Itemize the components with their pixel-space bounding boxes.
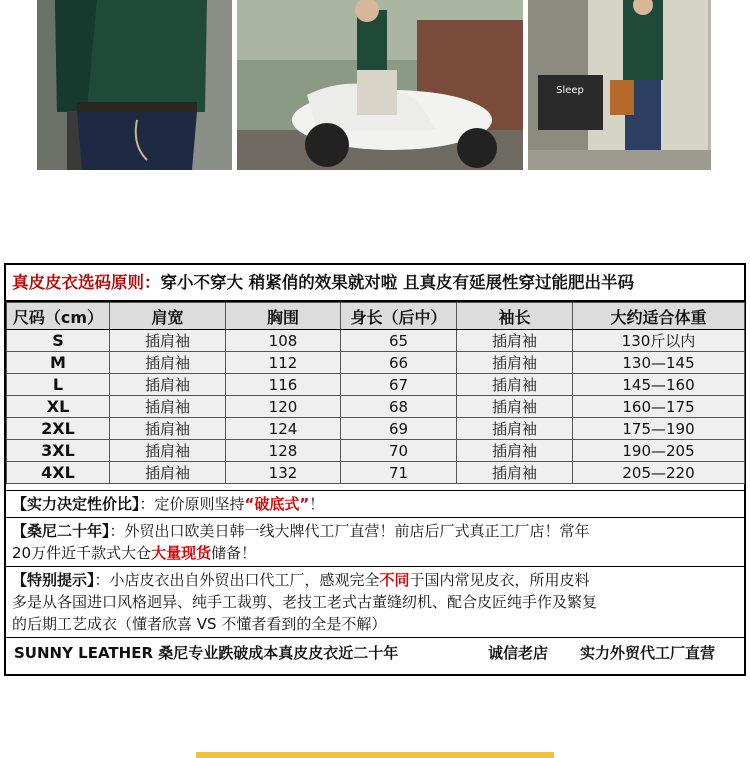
note-tip-line3: 的后期工艺成衣（懂者欣喜 VS 不懂者看到的全是不解） bbox=[12, 615, 387, 633]
weight-cell: 205—220 bbox=[573, 462, 745, 484]
note-tip-line2: 多是从各国进口风格迥异、纯手工裁剪、老技工老式古董缝纫机、配合皮匠纯手作及繁复 bbox=[12, 593, 598, 611]
shoulder-cell: 插肩袖 bbox=[110, 440, 226, 462]
chest-cell: 116 bbox=[226, 374, 341, 396]
bottom-banner-partial bbox=[196, 752, 554, 758]
chest-cell: 112 bbox=[226, 352, 341, 374]
chart-title-red: 真皮皮衣选码原则： bbox=[12, 273, 161, 292]
table-row bbox=[7, 374, 745, 396]
table-row bbox=[7, 352, 745, 374]
photo-shop-front bbox=[528, 0, 711, 170]
sleeve-cell: 插肩袖 bbox=[457, 462, 573, 484]
size-cell: S bbox=[7, 330, 110, 352]
note-tip-label: 【特别提示】 bbox=[12, 571, 95, 589]
chest-cell: 108 bbox=[226, 330, 341, 352]
chart-title-text: 穿小不穿大 稍紧俏的效果就对啦 且真皮有延展性穿过能肥出半码 bbox=[160, 273, 634, 292]
note-brand-line1: ：外贸出口欧美日韩一线大牌代工厂直营！前店后厂式真正工厂店！常年 bbox=[109, 522, 590, 540]
note-brand bbox=[6, 517, 744, 566]
table-row bbox=[7, 396, 745, 418]
notes-section bbox=[6, 490, 744, 668]
header-sleeve: 袖长 bbox=[457, 303, 573, 330]
size-cell: 4XL bbox=[7, 462, 110, 484]
shoulder-cell: 插肩袖 bbox=[110, 418, 226, 440]
table-row bbox=[7, 440, 745, 462]
sleeve-cell: 插肩袖 bbox=[457, 352, 573, 374]
footer-honest: 诚信老店 bbox=[488, 644, 549, 662]
chest-cell: 132 bbox=[226, 462, 341, 484]
shoulder-cell: 插肩袖 bbox=[110, 374, 226, 396]
footer-bar bbox=[6, 637, 744, 668]
note-price-text: ：定价原则坚持 bbox=[139, 495, 245, 513]
shoulder-cell: 插肩袖 bbox=[110, 396, 226, 418]
size-cell: 2XL bbox=[7, 418, 110, 440]
size-cell: XL bbox=[7, 396, 110, 418]
note-brand-line2b: 储备！ bbox=[211, 544, 257, 562]
note-price-highlight: “破底式” bbox=[244, 495, 310, 513]
weight-cell: 160—175 bbox=[573, 396, 745, 418]
table-row bbox=[7, 418, 745, 440]
length-cell: 69 bbox=[341, 418, 457, 440]
shoulder-cell: 插肩袖 bbox=[110, 330, 226, 352]
note-brand-highlight: 大量现货 bbox=[151, 544, 212, 562]
table-row bbox=[7, 462, 745, 484]
note-price-tail: ！ bbox=[309, 495, 325, 513]
header-length: 身长（后中） bbox=[341, 303, 457, 330]
size-cell: M bbox=[7, 352, 110, 374]
note-tip-highlight: 不同 bbox=[379, 571, 410, 589]
sleeve-cell: 插肩袖 bbox=[457, 374, 573, 396]
footer-brand: SUNNY LEATHER 桑尼专业跌破成本真皮皮衣近二十年 bbox=[14, 644, 399, 662]
shoulder-cell: 插肩袖 bbox=[110, 352, 226, 374]
note-brand-line2a: 20万件近千款式大仓 bbox=[12, 544, 152, 562]
note-price bbox=[6, 490, 744, 517]
chest-cell: 128 bbox=[226, 440, 341, 462]
header-size: 尺码（cm） bbox=[7, 303, 110, 330]
weight-cell: 175—190 bbox=[573, 418, 745, 440]
table-header-row bbox=[7, 303, 745, 330]
chest-cell: 124 bbox=[226, 418, 341, 440]
length-cell: 67 bbox=[341, 374, 457, 396]
note-tip-line1b: 于国内常见皮衣，所用皮料 bbox=[409, 571, 590, 589]
note-brand-label: 【桑尼二十年】 bbox=[12, 522, 110, 540]
photo-scooter-rider bbox=[237, 0, 523, 170]
sleeve-cell: 插肩袖 bbox=[457, 440, 573, 462]
sleeve-cell: 插肩袖 bbox=[457, 418, 573, 440]
chest-cell: 120 bbox=[226, 396, 341, 418]
size-cell: 3XL bbox=[7, 440, 110, 462]
chart-title bbox=[6, 265, 744, 302]
sleeve-cell: 插肩袖 bbox=[457, 330, 573, 352]
weight-cell: 130斤以内 bbox=[573, 330, 745, 352]
length-cell: 68 bbox=[341, 396, 457, 418]
header-shoulder: 肩宽 bbox=[110, 303, 226, 330]
weight-cell: 190—205 bbox=[573, 440, 745, 462]
size-cell: L bbox=[7, 374, 110, 396]
header-weight: 大约适合体重 bbox=[573, 303, 745, 330]
shop-sign-text: Sleep bbox=[556, 85, 584, 96]
note-tip-line1a: ：小店皮衣出自外贸出口代工厂，感观完全 bbox=[94, 571, 380, 589]
weight-cell: 130—145 bbox=[573, 352, 745, 374]
table-row bbox=[7, 330, 745, 352]
shoulder-cell: 插肩袖 bbox=[110, 462, 226, 484]
length-cell: 71 bbox=[341, 462, 457, 484]
note-tip bbox=[6, 566, 744, 637]
sleeve-cell: 插肩袖 bbox=[457, 396, 573, 418]
footer-factory: 实力外贸代工厂直营 bbox=[580, 644, 716, 662]
length-cell: 65 bbox=[341, 330, 457, 352]
header-chest: 胸围 bbox=[226, 303, 341, 330]
size-table bbox=[6, 302, 745, 484]
length-cell: 66 bbox=[341, 352, 457, 374]
photo-jacket-back bbox=[37, 0, 232, 170]
weight-cell: 145—160 bbox=[573, 374, 745, 396]
length-cell: 70 bbox=[341, 440, 457, 462]
size-chart bbox=[4, 263, 746, 676]
note-price-label: 【实力决定性价比】 bbox=[12, 495, 140, 513]
